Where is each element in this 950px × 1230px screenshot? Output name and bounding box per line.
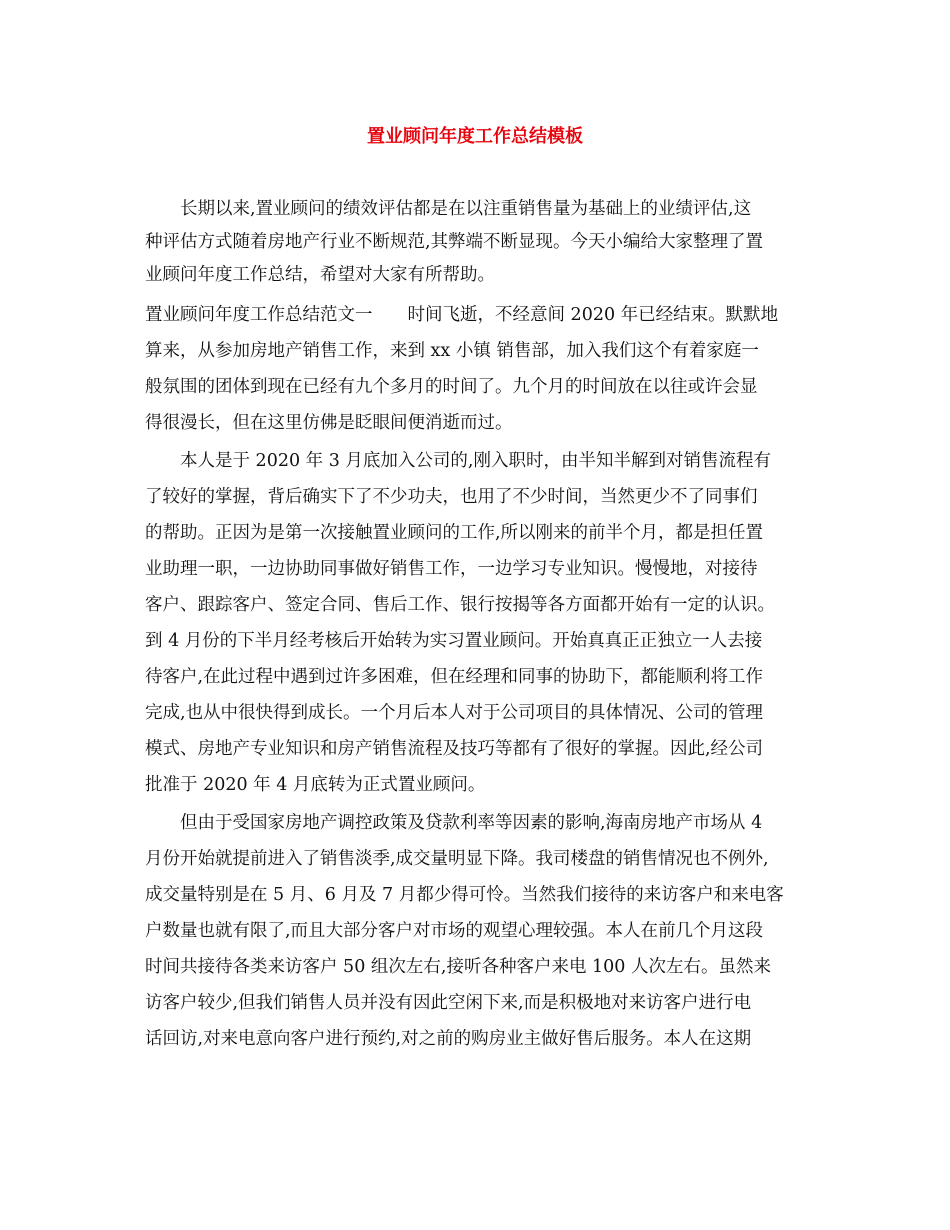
paragraph-line: 待客户,在此过程中遇到过许多困难，但在经理和同事的协助下，都能顺利将工作	[145, 667, 764, 687]
paragraph-line: 般氛围的团体到现在已经有九个多月的时间了。九个月的时间放在以往或许会显	[145, 377, 758, 397]
paragraph-line: 时间共接待各类来访客户 50 组次左右,接听各种客户来电 100 人次左右。虽然来	[145, 957, 771, 977]
paragraph-line: 话回访,对来电意向客户进行预约,对之前的购房业主做好售后服务。本人在这期	[145, 1029, 752, 1049]
paragraph-line: 得很漫长，但在这里仿佛是眨眼间便消逝而过。	[145, 413, 513, 433]
paragraph-line: 业顾问年度工作总结，希望对大家有所帮助。	[145, 265, 495, 285]
paragraph-line: 但由于受国家房地产调控政策及贷款利率等因素的影响,海南房地产市场从 4	[180, 813, 763, 833]
paragraph-line: 到 4 月份的下半月经考核后开始转为实习置业顾问。开始真真正正独立一人去接	[145, 631, 763, 651]
paragraph-line: 访客户较少,但我们销售人员并没有因此空闲下来,而是积极地对来访客户进行电	[145, 993, 752, 1013]
paragraph-line: 的帮助。正因为是第一次接触置业顾问的工作,所以刚来的前半个月，都是担任置	[145, 523, 764, 543]
paragraph-line: 算来，从参加房地产销售工作，来到 xx 小镇 销售部，加入我们这个有着家庭一	[145, 341, 759, 361]
paragraph-line: 业助理一职，一边协助同事做好销售工作，一边学习专业知识。慢慢地，对接待	[145, 559, 758, 579]
paragraph-line: 长期以来,置业顾问的绩效评估都是在以注重销售量为基础上的业绩评估,这	[180, 199, 752, 219]
paragraph-line: 完成,也从中很快得到成长。一个月后本人对于公司项目的具体情况、公司的管理	[145, 703, 764, 723]
paragraph-line: 批准于 2020 年 4 月底转为正式置业顾问。	[145, 775, 486, 795]
paragraph-line: 了较好的掌握，背后确实下了不少功夫，也用了不少时间，当然更少不了同事们	[145, 487, 758, 507]
paragraph-line: 户数量也就有限了,而且大部分客户对市场的观望心理较强。本人在前几个月这段	[145, 921, 764, 941]
paragraph-line: 模式、房地产专业知识和房产销售流程及技巧等都有了很好的掌握。因此,经公司	[145, 739, 764, 759]
paragraph-line: 种评估方式随着房地产行业不断规范,其弊端不断显现。今天小编给大家整理了置	[145, 232, 764, 252]
paragraph-line: 本人是于 2020 年 3 月底加入公司的,刚入职时，由半知半解到对销售流程有	[180, 451, 771, 471]
paragraph-line: 客户、跟踪客户、签定合同、售后工作、银行按揭等各方面都开始有一定的认识。	[145, 595, 775, 615]
paragraph-line: 置业顾问年度工作总结范文一 时间飞逝，不经意间 2020 年已经结束。默默地	[145, 305, 779, 325]
paragraph-line: 成交量特别是在 5 月、6 月及 7 月都少得可怜。当然我们接待的来访客户和来电客	[145, 885, 784, 905]
paragraph-line: 月份开始就提前进入了销售淡季,成交量明显下降。我司楼盘的销售情况也不例外,	[145, 849, 769, 869]
document-title: 置业顾问年度工作总结模板	[367, 126, 583, 147]
